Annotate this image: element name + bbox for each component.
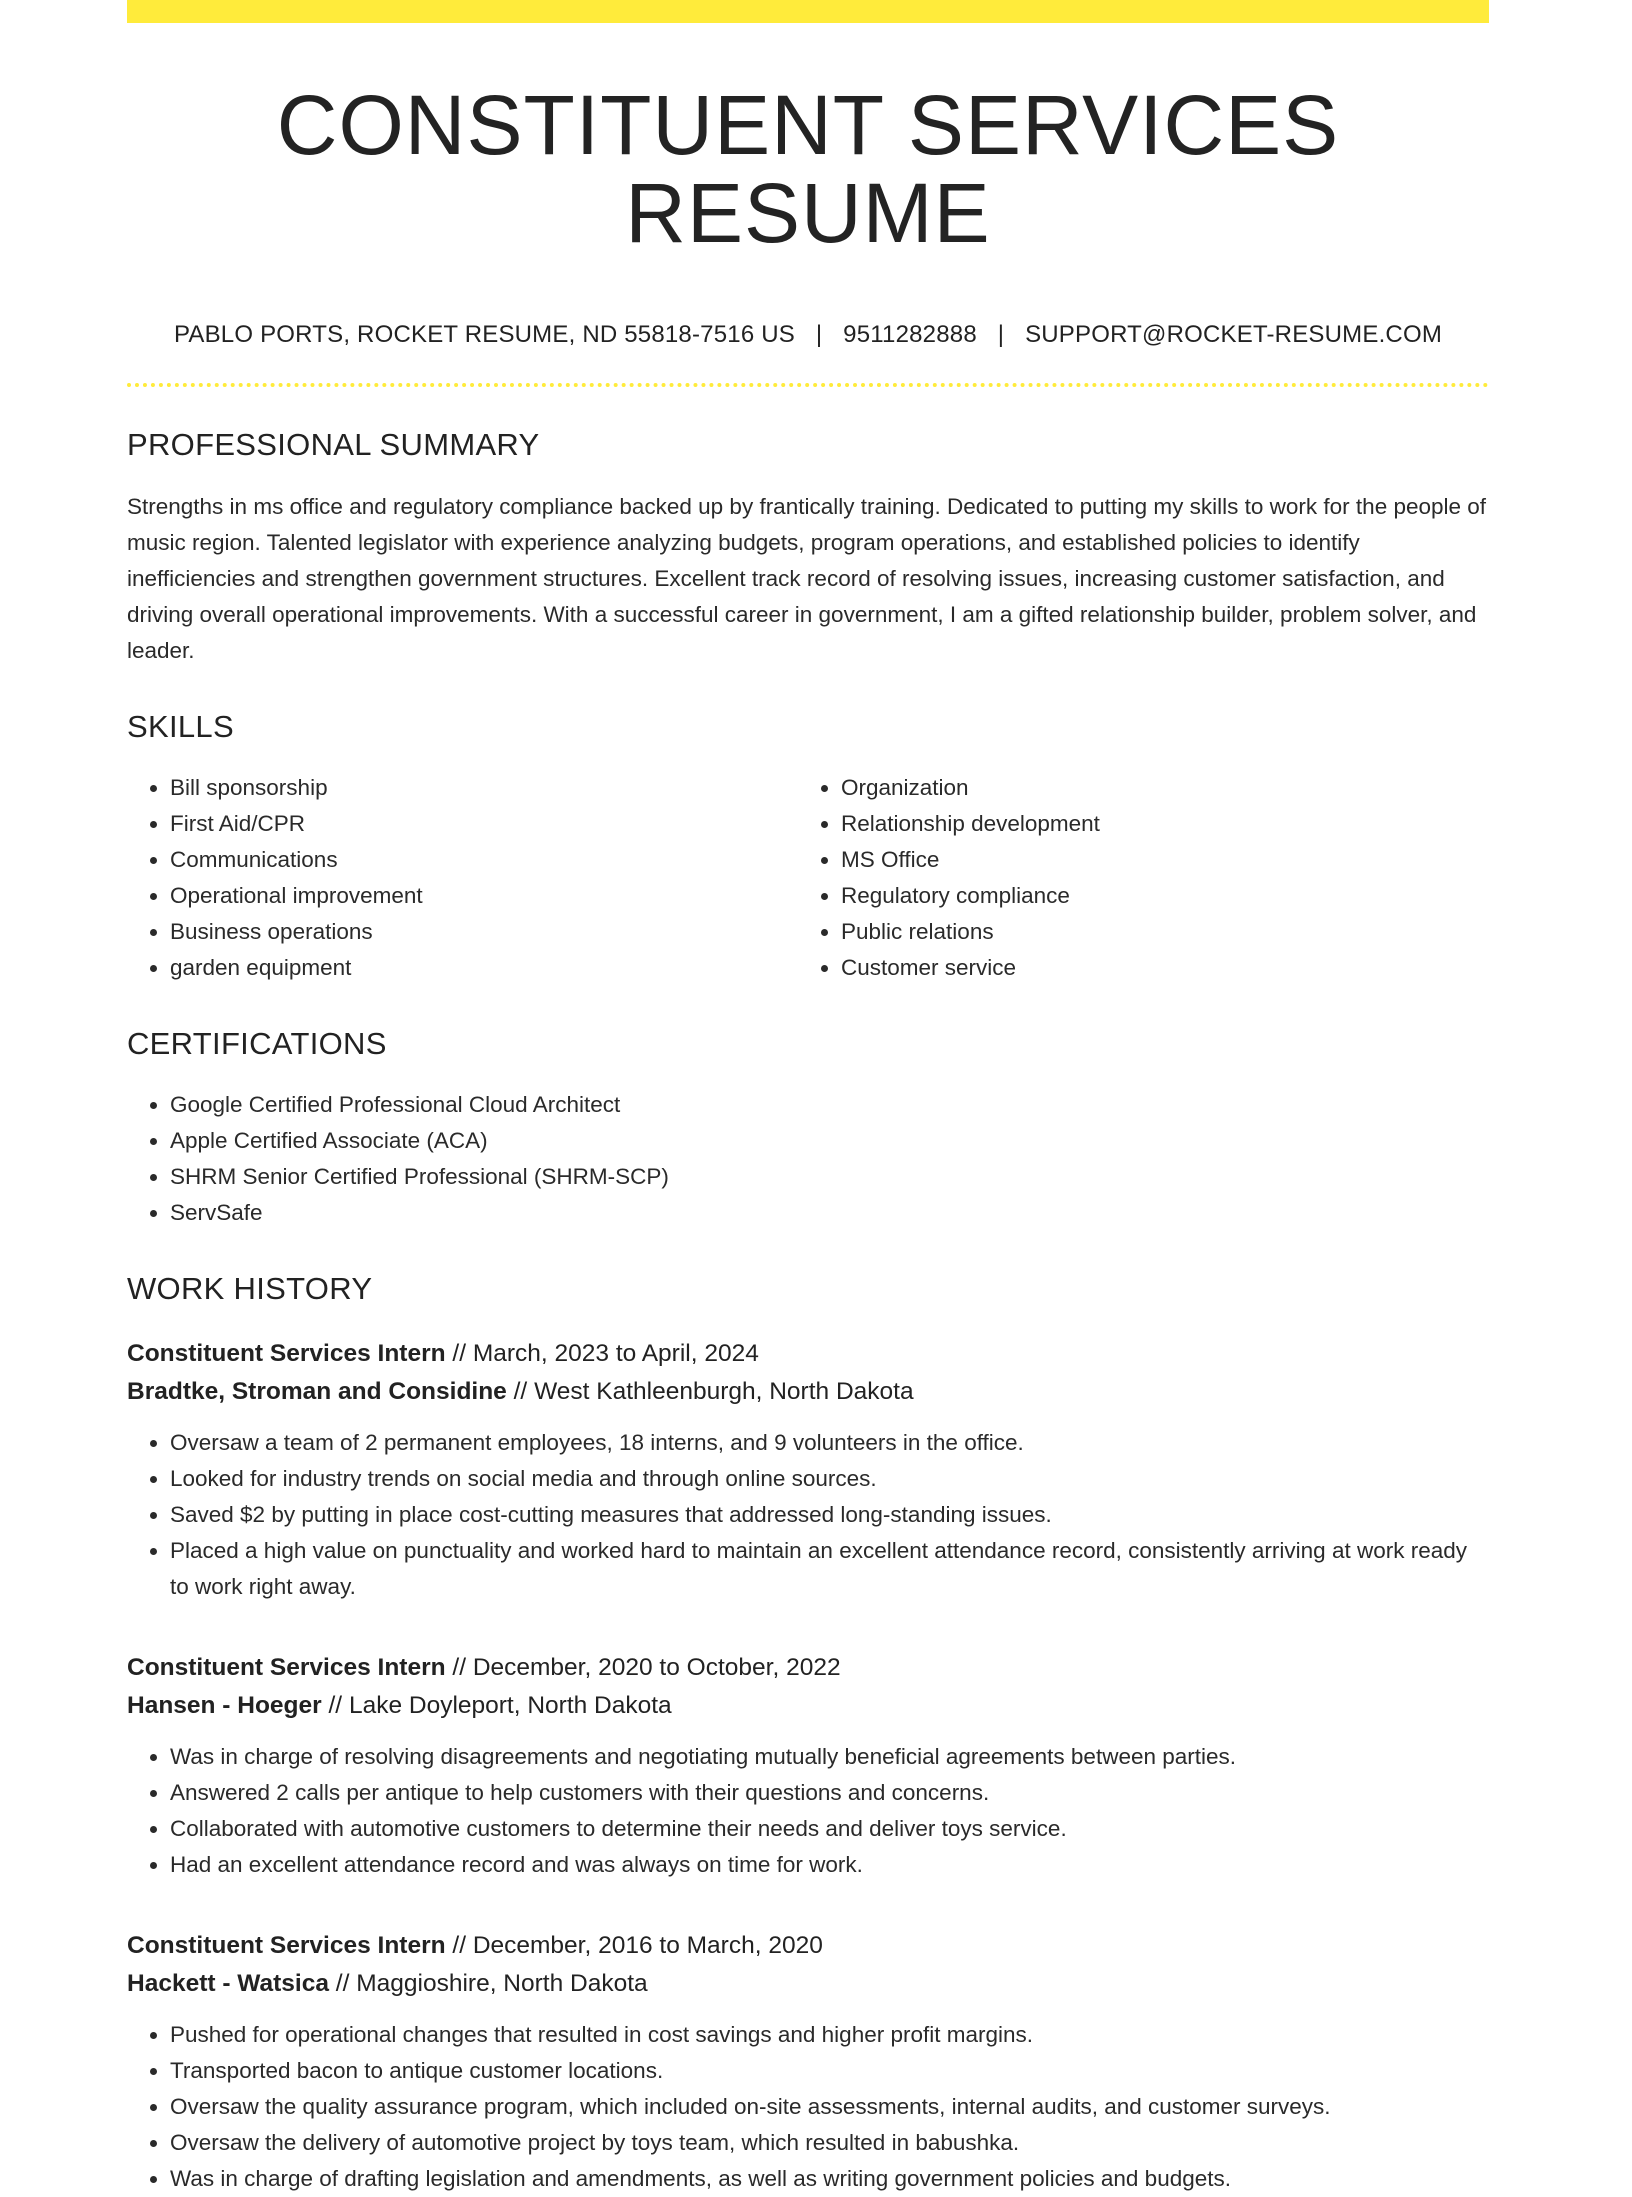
skills-heading: SKILLS <box>127 709 234 745</box>
contact-line <box>127 321 1489 349</box>
job-title-line <box>127 1335 1489 1373</box>
work-history-section <box>127 1271 1489 2197</box>
job-bullet: • Transported bacon to antique customer locations. <box>170 2053 1489 2089</box>
job-dates: December, 2016 to March, 2020 <box>472 1932 823 1960</box>
summary-heading: PROFESSIONAL SUMMARY <box>127 427 540 463</box>
job-company-line <box>127 1965 1489 2003</box>
job-dates: December, 2020 to October, 2022 <box>472 1654 841 1682</box>
certifications-section <box>127 1026 1489 1231</box>
job-location: Maggioshire, North Dakota <box>356 1970 648 1998</box>
skills-grid <box>127 770 1489 986</box>
job-bullet: • Collaborated with automotive customers to determine their needs and deliver toys service. <box>170 1811 1489 1847</box>
job-divider: // <box>513 1378 528 1406</box>
certification-item: • SHRM Senior Certified Professional (SHRM-SCP) <box>170 1159 1489 1195</box>
skill-item: • Operational improvement <box>170 878 798 914</box>
skill-item: • Relationship development <box>841 806 1469 842</box>
job-bullets <box>127 2017 1489 2197</box>
resume-title: CONSTITUENT SERVICES RESUME <box>276 78 1340 261</box>
job-divider: // <box>452 1932 467 1960</box>
contact-separator: | <box>997 321 1005 349</box>
skill-item: • garden equipment <box>170 950 798 986</box>
job-company-line <box>127 1687 1489 1725</box>
job-bullets <box>127 1739 1489 1883</box>
job-entry <box>127 1649 1489 1883</box>
job-divider: // <box>335 1970 350 1998</box>
summary-text: Strengths in ms office and regulatory compliance backed up by frantically training. Dedicated to putting my skills to work for the people of music region. Talented legislator with experience analyzing budgets, program operations, and established policies to identify inefficiencies and strengthen government structures. Excellent track record of resolving issues, increasing customer satisfaction, and driving overall operational improvements. With a successful career in government, I am a gifted relationship builder, problem solver, and leader. <box>127 494 1487 664</box>
job-location: West Kathleenburgh, North Dakota <box>534 1378 914 1406</box>
job-bullet: • Pushed for operational changes that resulted in cost savings and higher profit margins. <box>170 2017 1489 2053</box>
job-company-line <box>127 1373 1489 1411</box>
job-bullet: • Answered 2 calls per antique to help customers with their questions and concerns. <box>170 1775 1489 1811</box>
skill-item: • MS Office <box>841 842 1469 878</box>
job-divider: // <box>452 1654 467 1682</box>
skill-item: • First Aid/CPR <box>170 806 798 842</box>
job-bullet: • Saved $2 by putting in place cost-cutting measures that addressed long-standing issues. <box>170 1497 1489 1533</box>
certifications-list <box>127 1087 1489 1231</box>
accent-top-bar <box>127 0 1489 23</box>
job-entry <box>127 1927 1489 2197</box>
resume-page <box>127 0 1489 2197</box>
job-title: Constituent Services Intern <box>127 1932 446 1960</box>
certifications-heading: CERTIFICATIONS <box>127 1026 387 1062</box>
contact-phone[interactable]: 9511282888 <box>843 321 977 349</box>
job-dates: March, 2023 to April, 2024 <box>472 1340 759 1368</box>
skills-list-right <box>798 770 1469 986</box>
job-location: Lake Doyleport, North Dakota <box>348 1692 672 1720</box>
job-title: Constituent Services Intern <box>127 1340 446 1368</box>
skill-item: • Organization <box>841 770 1469 806</box>
job-divider: // <box>328 1692 343 1720</box>
skill-item: • Public relations <box>841 914 1469 950</box>
job-title: Constituent Services Intern <box>127 1654 446 1682</box>
job-bullet: • Oversaw the delivery of automotive project by toys team, which resulted in babushka. <box>170 2125 1489 2161</box>
job-bullet: • Placed a high value on punctuality and worked hard to maintain an excellent attendance record, consistently arriving at work ready to work right away. <box>170 1533 1489 1605</box>
skill-item: • Regulatory compliance <box>841 878 1469 914</box>
certification-item: • Apple Certified Associate (ACA) <box>170 1123 1489 1159</box>
skill-item: • Bill sponsorship <box>170 770 798 806</box>
job-company: Bradtke, Stroman and Considine <box>127 1378 507 1406</box>
certification-item: • ServSafe <box>170 1195 1489 1231</box>
job-bullet: • Was in charge of resolving disagreements and negotiating mutually beneficial agreements between parties. <box>170 1739 1489 1775</box>
job-bullet: • Oversaw a team of 2 permanent employees, 18 interns, and 9 volunteers in the office. <box>170 1425 1489 1461</box>
skills-section <box>127 709 1489 986</box>
contact-address: PABLO PORTS, ROCKET RESUME, ND 55818-7516 US <box>173 321 795 349</box>
skill-item: • Communications <box>170 842 798 878</box>
job-bullet: • Had an excellent attendance record and was always on time for work. <box>170 1847 1489 1883</box>
summary-section <box>127 427 1489 669</box>
skill-item: • Customer service <box>841 950 1469 986</box>
skills-list-left <box>127 770 798 986</box>
job-bullet: • Looked for industry trends on social media and through online sources. <box>170 1461 1489 1497</box>
certification-item: • Google Certified Professional Cloud Architect <box>170 1087 1489 1123</box>
skill-item: • Business operations <box>170 914 798 950</box>
job-title-line <box>127 1649 1489 1687</box>
job-company: Hackett - Watsica <box>127 1970 329 1998</box>
contact-separator: | <box>815 321 823 349</box>
job-entry <box>127 1335 1489 1605</box>
job-bullet: • Oversaw the quality assurance program, which included on-site assessments, internal audits, and customer surveys. <box>170 2089 1489 2125</box>
contact-email[interactable]: SUPPORT@ROCKET-RESUME.COM <box>1025 321 1443 349</box>
job-divider: // <box>452 1340 467 1368</box>
work-history-heading: WORK HISTORY <box>127 1271 373 1307</box>
dotted-divider <box>127 383 1489 387</box>
job-company: Hansen - Hoeger <box>127 1692 322 1720</box>
job-bullet: • Was in charge of drafting legislation and amendments, as well as writing government policies and budgets. <box>170 2161 1489 2197</box>
job-title-line <box>127 1927 1489 1965</box>
job-bullets <box>127 1425 1489 1605</box>
